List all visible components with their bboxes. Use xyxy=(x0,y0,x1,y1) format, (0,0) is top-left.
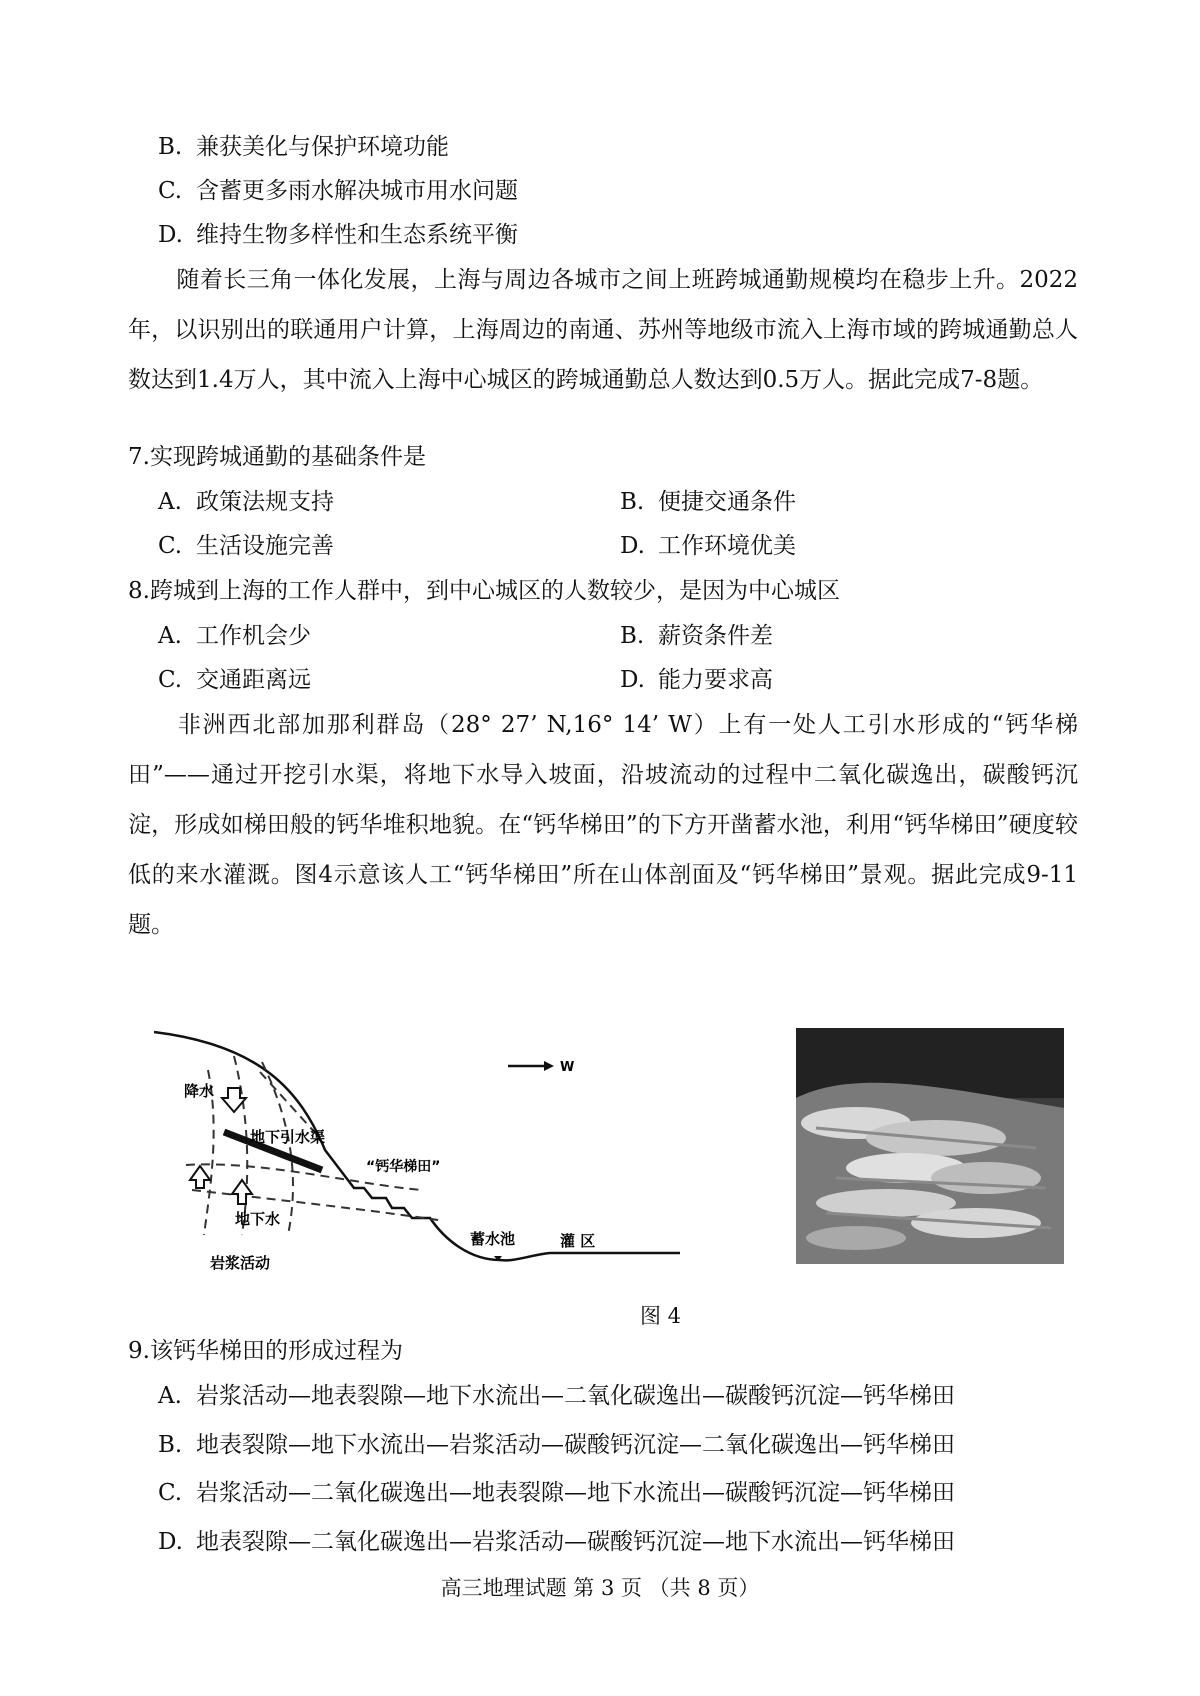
groundwater-arrow xyxy=(232,1180,252,1204)
q7-stem: 7.实现跨城通勤的基础条件是 xyxy=(128,444,426,470)
option-letter: C. xyxy=(158,1480,183,1506)
channel-label: 地下引水渠 xyxy=(250,1128,326,1146)
option-letter: B. xyxy=(620,489,645,515)
q6-option-d xyxy=(158,220,518,250)
option-letter: A. xyxy=(158,1383,182,1409)
option-letter: A. xyxy=(158,489,182,515)
mountain-slope xyxy=(154,1032,680,1260)
option-text: 交通距离远 xyxy=(196,667,311,693)
q8-option-d xyxy=(620,665,773,695)
q6-option-b xyxy=(158,132,449,162)
option-text: 能力要求高 xyxy=(658,667,773,693)
west-arrowhead xyxy=(544,1061,554,1071)
mountain-profile-diagram xyxy=(140,1010,700,1290)
magma-arrow xyxy=(190,1166,210,1188)
reservoir-label: 蓄水池 xyxy=(470,1230,516,1248)
option-letter: B. xyxy=(620,623,645,649)
option-letter: C. xyxy=(158,533,183,559)
terrace-photo xyxy=(796,1028,1064,1264)
option-text: 工作环境优美 xyxy=(658,533,796,559)
passage-travertine xyxy=(128,700,1078,950)
q9-option-c xyxy=(158,1478,955,1508)
option-text: 含蓄更多雨水解决城市用水问题 xyxy=(196,178,518,204)
precipitation-label: 降水 xyxy=(184,1082,215,1100)
option-text: 薪资条件差 xyxy=(658,623,773,649)
option-letter: A. xyxy=(158,623,182,649)
option-text: 政策法规支持 xyxy=(196,489,334,515)
option-letter: B. xyxy=(158,1432,183,1458)
q6-option-c xyxy=(158,176,518,206)
figure-caption: 图 4 xyxy=(640,1304,682,1328)
option-text: 工作机会少 xyxy=(196,623,311,649)
option-text: 岩浆活动—地表裂隙—地下水流出—二氧化碳逸出—碳酸钙沉淀—钙华梯田 xyxy=(196,1383,955,1409)
precipitation-arrow xyxy=(222,1088,246,1112)
option-letter: D. xyxy=(158,1529,183,1555)
option-text: 生活设施完善 xyxy=(196,533,334,559)
magma-label: 岩浆活动 xyxy=(210,1254,271,1272)
option-text: 维持生物多样性和生态系统平衡 xyxy=(196,222,518,248)
option-letter: C. xyxy=(158,667,183,693)
page-footer: 高三地理试题 第 3 页 （共 8 页） xyxy=(440,1576,760,1600)
q9-option-a xyxy=(158,1381,955,1411)
passage-travertine-text: 非洲西北部加那利群岛（28° 27’ N,16° 14’ W）上有一处人工引水形成的“钙华梯田”——通过开挖引水渠，将地下水导入坡面，沿坡流动的过程中二氧化碳逸出，碳酸钙沉淀，形成如梯田般的钙华堆积地貌。在“钙华梯田”的下方开凿蓄水池，利用“钙华梯田”硬度较低的来水灌溉。图4示意该人工“钙华梯田”所在山体剖面及“钙华梯田”景观。据此完成9-11题。 xyxy=(128,712,1078,938)
option-letter: C. xyxy=(158,178,183,204)
q9-option-d xyxy=(158,1527,955,1557)
groundwater-flow-line xyxy=(192,1190,438,1220)
q8-option-b xyxy=(620,621,773,651)
fracture-line xyxy=(234,1056,247,1235)
q8-stem: 8.跨城到上海的工作人群中，到中心城区的人数较少，是因为中心城区 xyxy=(128,578,840,604)
q7-option-c xyxy=(158,531,334,561)
option-letter: D. xyxy=(620,667,645,693)
option-text: 兼获美化与保护环境功能 xyxy=(196,134,449,160)
groundwater-label: 地下水 xyxy=(235,1210,281,1228)
option-text: 便捷交通条件 xyxy=(658,489,796,515)
channel-guide-line xyxy=(260,1072,318,1136)
q7-option-b xyxy=(620,487,796,517)
option-text: 地表裂隙—地下水流出—岩浆活动—碳酸钙沉淀—二氧化碳逸出—钙华梯田 xyxy=(196,1432,955,1458)
q9-option-b xyxy=(158,1430,955,1460)
q9-stem: 9.该钙华梯田的形成过程为 xyxy=(128,1338,403,1364)
terrace-label: “钙华梯田” xyxy=(366,1159,441,1175)
q7-option-d xyxy=(620,531,796,561)
q8-option-c xyxy=(158,665,311,695)
irrigation-label: 灌 区 xyxy=(560,1232,596,1250)
option-letter: D. xyxy=(620,533,645,559)
west-label: W xyxy=(560,1060,575,1075)
q8-option-a xyxy=(158,621,311,651)
passage-commute xyxy=(128,255,1078,405)
passage-commute-text: 随着长三角一体化发展，上海与周边各城市之间上班跨城通勤规模均在稳步上升。2022 年，以识别出的联通用户计算，上海周边的南通、苏州等地级市流入上海市域的跨城通勤总人数达到1.4万人，其中流入上海中心城区的跨城通勤总人数达到0.5万人。据此完成7-8题。 xyxy=(128,267,1078,393)
option-text: 地表裂隙—二氧化碳逸出—岩浆活动—碳酸钙沉淀—地下水流出—钙华梯田 xyxy=(196,1529,955,1555)
q7-option-a xyxy=(158,487,334,517)
option-letter: B. xyxy=(158,134,183,160)
option-letter: D. xyxy=(158,222,183,248)
option-text: 岩浆活动—二氧化碳逸出—地表裂隙—地下水流出—碳酸钙沉淀—钙华梯田 xyxy=(196,1480,955,1506)
